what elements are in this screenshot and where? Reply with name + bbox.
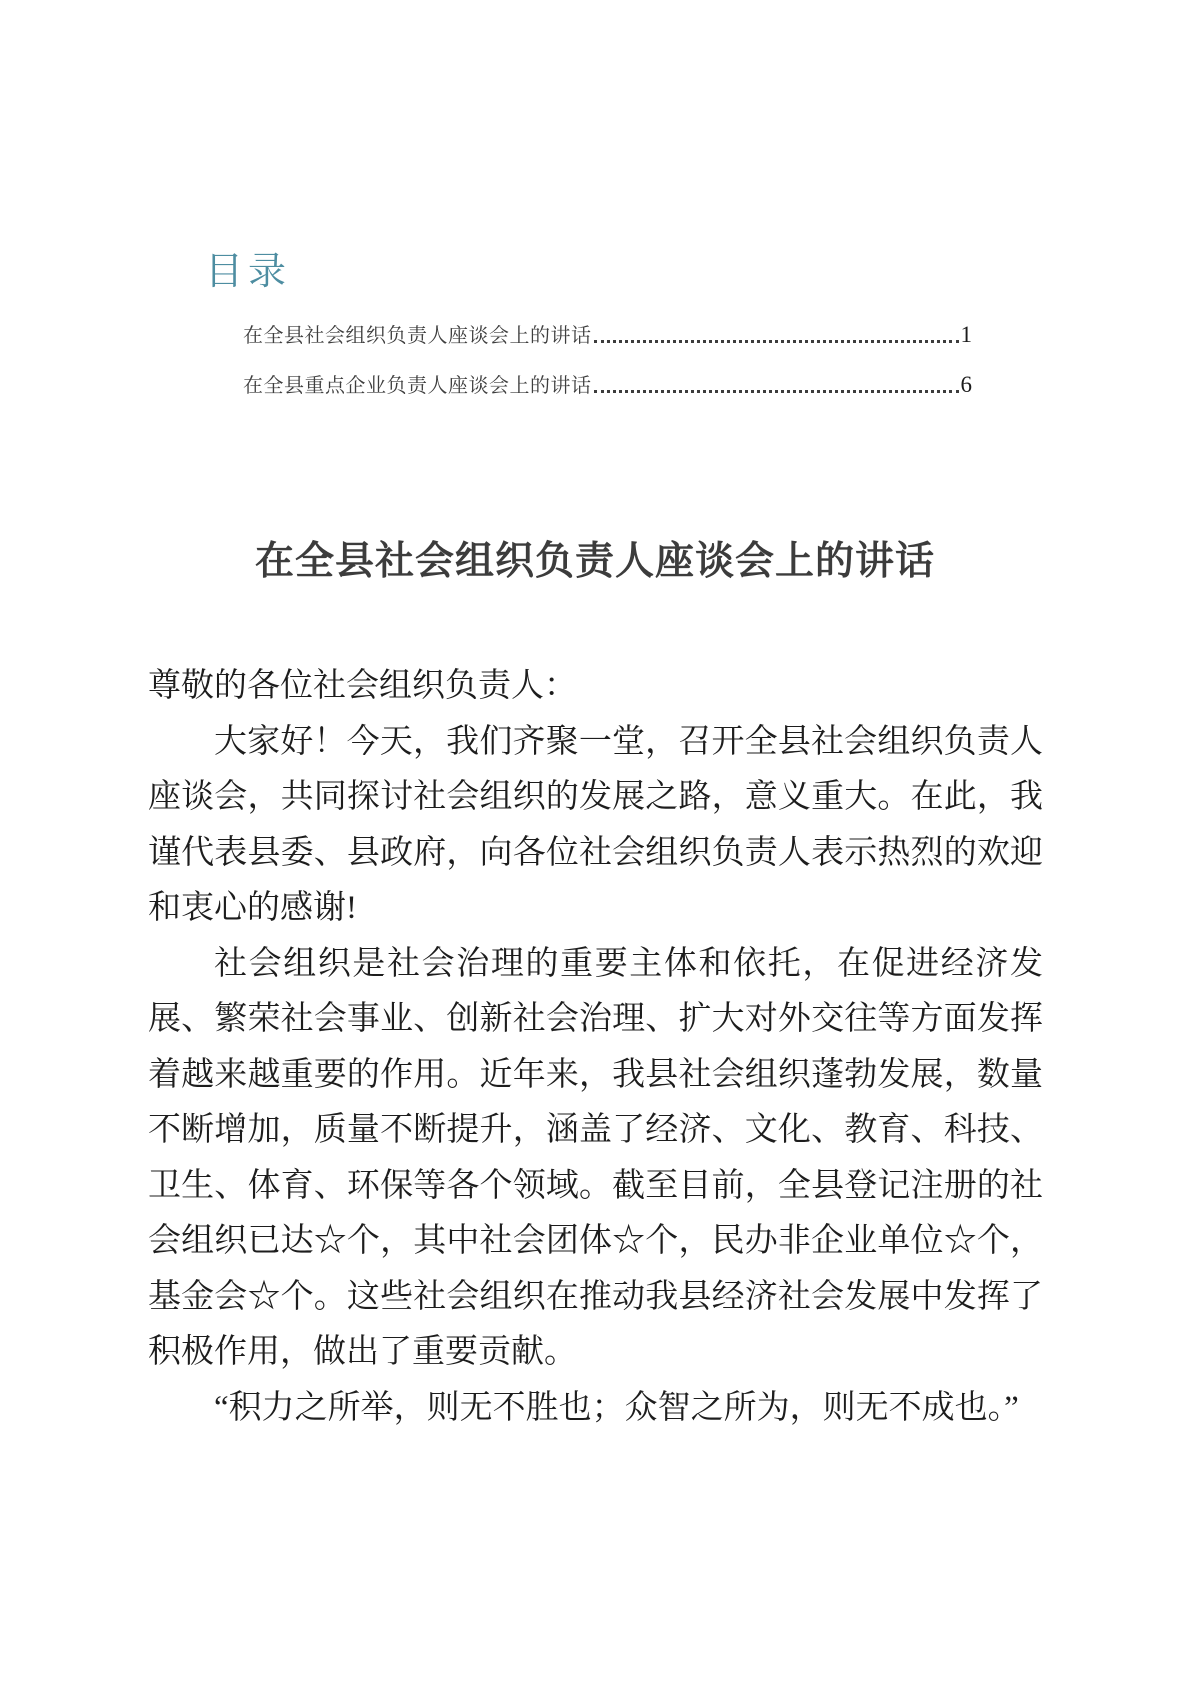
body-paragraph: 社会组织是社会治理的重要主体和依托，在促进经济发展、繁荣社会事业、创新社会治理、扩大对外交往等方面发挥着越来越重要的作用。近年来，我县社会组织蓬勃发展，数量不断增加，质量不断提升，涵盖了经济、文化、教育、科技、卫生、体育、环保等各个领域。截至目前，全县登记注册的社会组织已达☆个，其中社会团体☆个，民办非企业单位☆个，基金会☆个。这些社会组织在推动我县经济社会发展中发挥了积极作用，做出了重要贡献。	[148, 945, 1043, 1370]
toc-entry-label: 在全县重点企业负责人座谈会上的讲话	[243, 375, 592, 397]
toc-dot-leader	[594, 390, 959, 393]
body-paragraph: “积力之所举，则无不胜也；众智之所为，则无不成也。”	[214, 1389, 1019, 1426]
toc-entry-label: 在全县社会组织负责人座谈会上的讲话	[243, 325, 592, 347]
toc-entry[interactable]	[243, 368, 972, 398]
toc-page-number: 6	[960, 372, 972, 397]
toc-dot-leader	[594, 340, 959, 343]
toc-heading: 目录	[205, 251, 292, 293]
toc-entry[interactable]	[243, 318, 972, 348]
salutation: 尊敬的各位社会组织负责人：	[148, 668, 577, 704]
body-paragraph: 大家好！今天，我们齐聚一堂，召开全县社会组织负责人座谈会，共同探讨社会组织的发展之路，意义重大。在此，我谨代表县委、县政府，向各位社会组织负责人表示热烈的欢迎和衷心的感谢!	[148, 723, 1043, 926]
article-title: 在全县社会组织负责人座谈会上的讲话	[254, 540, 935, 583]
toc-list	[243, 318, 972, 418]
article-body	[148, 659, 1043, 1436]
toc-page-number: 1	[960, 322, 972, 347]
paragraph-list	[148, 715, 1043, 1437]
